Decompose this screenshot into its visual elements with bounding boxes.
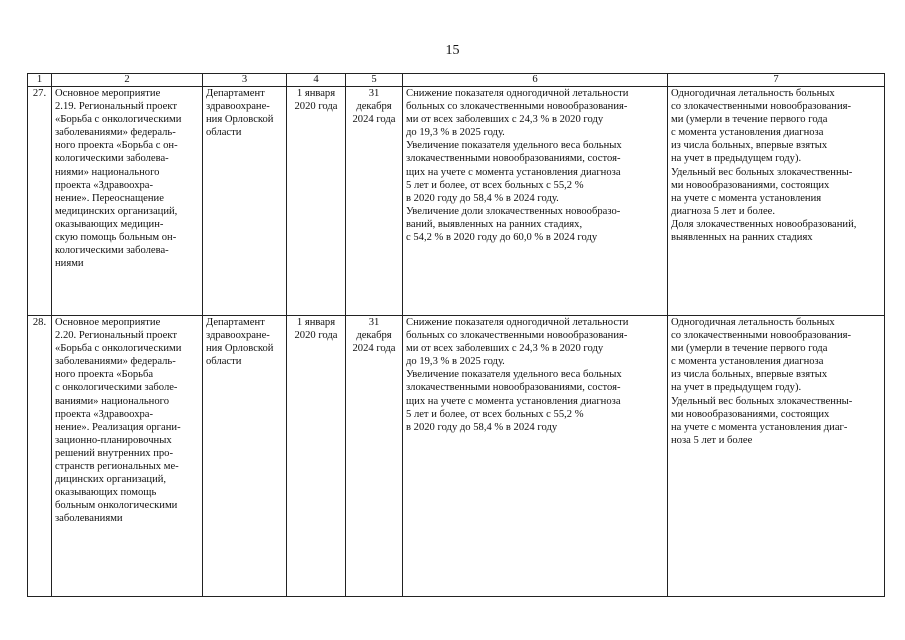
measure-text: Основное мероприятие 2.19. Региональный проект «Борьба с онкологическими заболеваниями» федераль- ного проекта «Борьба с он- кологическими заболева- ниями» национального проекта «Здравоохра- нение». Переоснащение медицинских организаций, оказывающих медицин- скую помощь больным он- кологическими заболева- ниями [55,88,182,270]
end-date-text: 31 декабря 2024 года [352,317,396,355]
end-date-text: 31 декабря 2024 года [352,88,396,126]
start-date-cell [287,316,346,597]
column-header: 1 [28,74,52,87]
indicator-text: Одногодичная летальность больных со злокачественными новообразования- ми (умерли в течение первого года с момента установления диагноза из числа больных, впервые взятых на учет в предыдущем году). Удельный вес больных злокачественны- ми новообразованиями, состоящих на учете с момента установления диагноза 5 лет и более. Доля злокачественных новообразований, выявленных на ранних стадиях [671,88,857,244]
end-date-cell [346,87,403,316]
result-cell [403,316,668,597]
end-date-cell [346,316,403,597]
result-text: Снижение показателя одногодичной летальности больных со злокачественными новообразования- ми от всех заболевших с 24,3 % в 2020 году до 19,3 % в 2025 году. Увеличение показателя удельного веса больных злокачественными новообразованиями, состоя- щих на учете с момента установления диагноза 5 лет и более, от всех больных с 55,2 % в 2020 году до 58,4 % в 2024 году [406,317,629,433]
header-row [28,74,885,87]
indicator-text: Одногодичная летальность больных со злокачественными новообразования- ми (умерли в течение первого года с момента установления диагноза из числа больных, впервые взятых на учет в предыдущем году). Удельный вес больных злокачественны- ми новообразованиями, состоящих на учете с момента установления диаг- ноза 5 лет и более [671,317,853,446]
result-text: Снижение показателя одногодичной летальности больных со злокачественными новообразования- ми от всех заболевших с 24,3 % в 2020 году до 19,3 % в 2025 году. Увеличение показателя удельного веса больных злокачественными новообразованиями, состоя- щих на учете с момента установления диагноза 5 лет и более, от всех больных с 55,2 % в 2020 году до 58,4 % в 2024 году. Увеличение доли злокачественных новообразо- ваний, выявленных на ранних стадиях, с 54,2 % в 2020 году до 60,0 % в 2024 году [406,88,629,244]
result-cell [403,87,668,316]
row-number: 27. [28,87,52,316]
table-row [28,316,885,597]
column-header: 5 [346,74,403,87]
start-date-cell [287,87,346,316]
measures-table [27,73,885,597]
measure-cell [52,87,203,316]
page-number: 15 [445,43,460,58]
column-header: 2 [52,74,203,87]
column-header: 6 [403,74,668,87]
column-header: 4 [287,74,346,87]
measure-cell [52,316,203,597]
executor-text: Департамент здравоохране- ния Орловской области [206,88,274,139]
start-date-text: 1 января 2020 года [294,317,338,342]
executor-cell [203,316,287,597]
executor-cell [203,87,287,316]
indicator-cell [668,316,885,597]
column-header: 7 [668,74,885,87]
executor-text: Департамент здравоохране- ния Орловской области [206,317,274,368]
start-date-text: 1 января 2020 года [294,88,338,113]
measure-text: Основное мероприятие 2.20. Региональный проект «Борьба с онкологическими заболеваниями» федераль- ного проекта «Борьба с онкологическими заболе- ваниями» национального проекта «Здравоохра- нение». Реализация органи- зационно-планировочных решений внутренних про- странств региональных ме- дицинских организаций, оказывающих помощь больным онкологическими заболеваниями [55,317,182,525]
row-number: 28. [28,316,52,597]
indicator-cell [668,87,885,316]
table-row [28,87,885,316]
column-header: 3 [203,74,287,87]
